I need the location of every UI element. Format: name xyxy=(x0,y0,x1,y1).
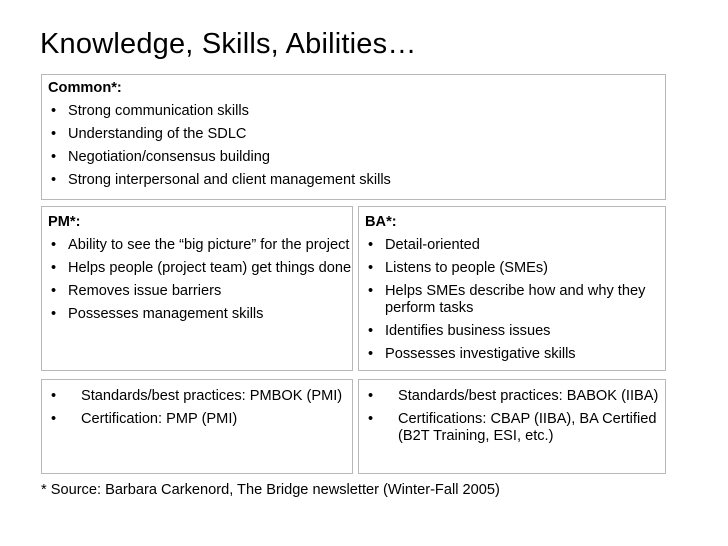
list-item: • Strong interpersonal and client management skills xyxy=(51,172,391,188)
bullet-icon: • xyxy=(368,237,374,253)
bullet-icon: • xyxy=(51,306,57,322)
ba-cert-list xyxy=(365,388,665,445)
common-list xyxy=(48,103,665,189)
pm-list xyxy=(48,237,352,323)
pm-certification-box xyxy=(41,379,353,474)
list-item: • Ability to see the “big picture” for the project xyxy=(51,237,350,253)
common-skills-box xyxy=(41,74,666,200)
ba-certification-box xyxy=(358,379,666,474)
list-item: • Listens to people (SMEs) xyxy=(368,260,549,276)
source-footnote: * Source: Barbara Carkenord, The Bridge newsletter (Winter-Fall 2005) xyxy=(41,482,500,498)
list-item: • Standards/best practices: BABOK (IIBA) xyxy=(368,388,659,404)
bullet-icon: • xyxy=(51,172,57,188)
bullet-icon: • xyxy=(368,411,374,427)
pm-skills-box xyxy=(41,206,353,371)
list-item: • Strong communication skills xyxy=(51,103,249,119)
bullet-icon: • xyxy=(51,149,57,165)
list-item: • Certifications: CBAP (IIBA), BA Certified (B2T Training, ESI, etc.) xyxy=(368,411,657,444)
bullet-icon: • xyxy=(368,323,374,339)
ba-skills-box xyxy=(358,206,666,371)
bullet-icon: • xyxy=(51,388,57,404)
slide-title: Knowledge, Skills, Abilities… xyxy=(40,28,417,60)
bullet-icon: • xyxy=(51,126,57,142)
common-heading: Common*: xyxy=(48,80,122,96)
list-item: • Detail-oriented xyxy=(368,237,480,253)
list-item: • Helps SMEs describe how and why they perform tasks xyxy=(368,283,646,316)
bullet-icon: • xyxy=(51,237,57,253)
pm-cert-list xyxy=(48,388,352,428)
ba-heading: BA*: xyxy=(365,214,397,230)
list-item: • Removes issue barriers xyxy=(51,283,222,299)
bullet-icon: • xyxy=(51,103,57,119)
bullet-icon: • xyxy=(51,411,57,427)
bullet-icon: • xyxy=(51,283,57,299)
bullet-icon: • xyxy=(368,283,374,299)
list-item: • Identifies business issues xyxy=(368,323,551,339)
list-item: • Possesses investigative skills xyxy=(368,346,576,362)
bullet-icon: • xyxy=(368,388,374,404)
list-item: • Negotiation/consensus building xyxy=(51,149,271,165)
list-item: • Possesses management skills xyxy=(51,306,264,322)
list-item: • Standards/best practices: PMBOK (PMI) xyxy=(51,388,343,404)
list-item: • Understanding of the SDLC xyxy=(51,126,247,142)
list-item: • Helps people (project team) get things done xyxy=(51,260,352,276)
list-item: • Certification: PMP (PMI) xyxy=(51,411,238,427)
bullet-icon: • xyxy=(368,346,374,362)
pm-heading: PM*: xyxy=(48,214,81,230)
bullet-icon: • xyxy=(51,260,57,276)
ba-list xyxy=(365,237,665,363)
bullet-icon: • xyxy=(368,260,374,276)
